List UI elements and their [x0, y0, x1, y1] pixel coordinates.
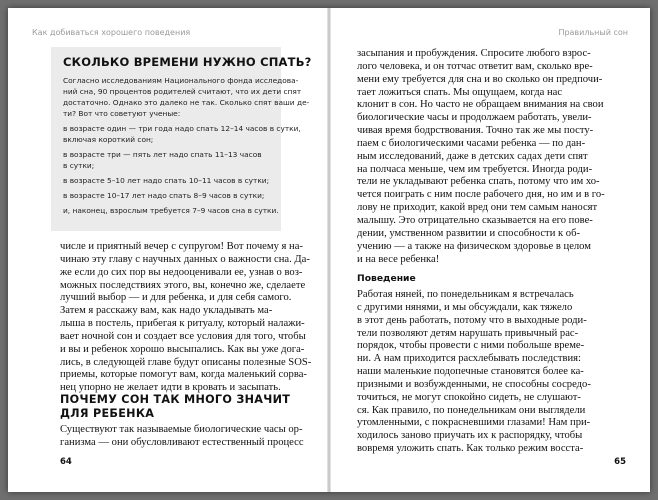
text-line: тели не укладывают ребенка спать, потому что им хо-: [357, 176, 600, 188]
left-page: [8, 8, 327, 492]
right-body-paragraph: [357, 48, 605, 266]
text-line: паем с биологическими часами ребенка — по дан-: [357, 137, 586, 149]
text-line: же если до сих пор вы недооценивали ее, узнав о воз-: [60, 266, 303, 278]
running-head-left: Как добиваться хорошего поведения: [32, 28, 191, 37]
text-line: Существуют так называемые биологические часы ор-: [60, 424, 303, 435]
text-line: нец упорно не желает идти в кровать и засыпать.: [60, 382, 281, 394]
heading-line: ДЛЯ РЕБЕНКА: [60, 406, 155, 420]
text-line: на полчаса меньше, чем им требуется. Иногда роди-: [357, 163, 593, 175]
text-line: тает ложиться спать. Мы ощущаем, когда нас: [357, 86, 563, 98]
sidebar-intro: [63, 75, 310, 119]
text-line: вает ночной сон и создает все условия для того, чтобы: [60, 330, 306, 342]
sidebar-list-item: в возрасте три — пять лет надо спать 11–13 часов: [63, 150, 262, 159]
text-line: и вы и ребенок хорошо высыпались. Как вы уже дога-: [60, 343, 305, 355]
text-line: в этот день работать, потому что в выходные роди-: [357, 314, 587, 326]
section-heading: [60, 393, 290, 420]
right-body-section: [357, 289, 591, 456]
heading-line: ПОЧЕМУ СОН ТАК МНОГО ЗНАЧИТ: [60, 393, 291, 406]
text-line: порядок, чтобы провести с ними побольше време-: [357, 340, 585, 352]
text-line: малышу. Это отрицательно сказывается на его пове-: [357, 214, 593, 226]
text-line: лого человека, и он тотчас ответит вам, сколько вре-: [357, 60, 593, 72]
text-line: призными и возбужденными, не способны сосредо-: [357, 378, 591, 390]
text-line: лись, в следующей главе будут описаны полезные SOS-: [60, 356, 312, 368]
subsection-heading: Поведение: [357, 273, 416, 284]
text-line: наши маленькие подопечные становятся более ка-: [357, 366, 584, 378]
sidebar-list-item-cont: включая короткий сон;: [63, 135, 154, 144]
text-line: чивая время бодрствования. Точно так же мы посту-: [357, 125, 594, 137]
text-line: Работая няней, по понедельникам я встречалась: [357, 289, 574, 300]
text-line: вовремя уложить спать. Как только режим восста-: [357, 443, 584, 455]
text-line: дении, умственном развитии и способности к об-: [357, 227, 581, 239]
text-line: утомленными, с покрасневшими глазами! Нам при-: [357, 417, 591, 429]
page-number-left: 64: [60, 457, 72, 467]
text-line: лову не приходит, какой вред они тем самым наносят: [357, 202, 598, 214]
sidebar-intro-line: ти? Вот что советуют ученые:: [63, 109, 181, 118]
text-line: можных последствиях этого, вы, конечно же, сделаете: [60, 279, 306, 291]
sidebar-list-item: в возрасте один — три года надо спать 12–14 часов в сутки,: [63, 124, 301, 133]
text-line: и на весе ребенка!: [357, 253, 440, 265]
page-number-right: 65: [614, 457, 626, 467]
text-line: лучший выбор — и для ребенка, и для себя самого.: [60, 292, 292, 304]
text-line: биологические часы и продолжаем работать, увели-: [357, 112, 592, 124]
text-line: засыпания и пробуждения. Спросите любого взрос-: [357, 48, 591, 59]
text-line: чется поиграть с ним после рабочего дня, но им и в го-: [357, 189, 605, 201]
text-line: ся. Как правило, по понедельникам они выглядели: [357, 404, 586, 416]
text-line: числе и приятный вечер с супругом! Вот почему я на-: [60, 241, 303, 252]
sidebar-intro-line: достаточно. Однако это далеко не так. Сколько спят ваши де-: [63, 98, 310, 107]
text-line: ходилось заново приучать их к распорядку, чтобы: [357, 430, 583, 442]
text-line: тели позволяют детям нарушать привычный рас-: [357, 327, 579, 339]
text-line: с другими нянями, и мы обсуждали, как тяжело: [357, 301, 573, 313]
text-line: Затем я расскажу вам, как надо укладывать ма-: [60, 305, 273, 317]
text-line: ным исследований, даже в детских садах дети спят: [357, 150, 588, 162]
left-body-paragraphs: [60, 241, 311, 395]
text-line: клонит в сон. Но часто не обращаем внимания на свои: [357, 99, 604, 111]
sidebar-list: [63, 123, 301, 216]
left-body-section: [60, 424, 304, 450]
sleep-hours-sidebar: [51, 47, 312, 231]
sidebar-list-item: в возрасте 5–10 лет надо спать 10–11 часов в сутки;: [63, 176, 270, 185]
text-line: ганизма — они обусловливают естественный процесс: [60, 436, 304, 448]
sidebar-list-item: и, наконец, взрослым требуется 7–9 часов сна в сутки.: [63, 206, 279, 215]
sidebar-intro-line: ний сна, 90 процентов родителей считают, что их дети спят: [63, 87, 302, 96]
text-line: приемы, которые помогут вам, когда маленький сорва-: [60, 369, 307, 381]
sidebar-list-item-cont: в сутки;: [63, 161, 95, 170]
text-line: мени ему требуется для сна и во сколько он предпочи-: [357, 73, 603, 85]
text-line: чинаю эту главу с научных данных о важности сна. Да-: [60, 253, 310, 265]
sidebar-list-item: в возрасте 10–17 лет надо спать 8–9 часов в сутки;: [63, 191, 265, 200]
book-spread: [8, 8, 650, 492]
text-line: учению — а также на физическом здоровье в целом: [357, 240, 591, 252]
text-line: ни. А нам приходится расхлебывать последствия:: [357, 353, 581, 365]
sidebar-intro-line: Согласно исследованиям Национального фонда исследова-: [63, 76, 299, 85]
text-line: лыша в постель, прибегая к ритуалу, который налажи-: [60, 318, 305, 330]
running-head-right: Правильный сон: [558, 28, 628, 37]
sidebar-title: СКОЛЬКО ВРЕМЕНИ НУЖНО СПАТЬ?: [63, 55, 312, 69]
text-line: точиться, не могут спокойно сидеть, не слушают-: [357, 391, 581, 403]
right-page: [331, 8, 650, 492]
